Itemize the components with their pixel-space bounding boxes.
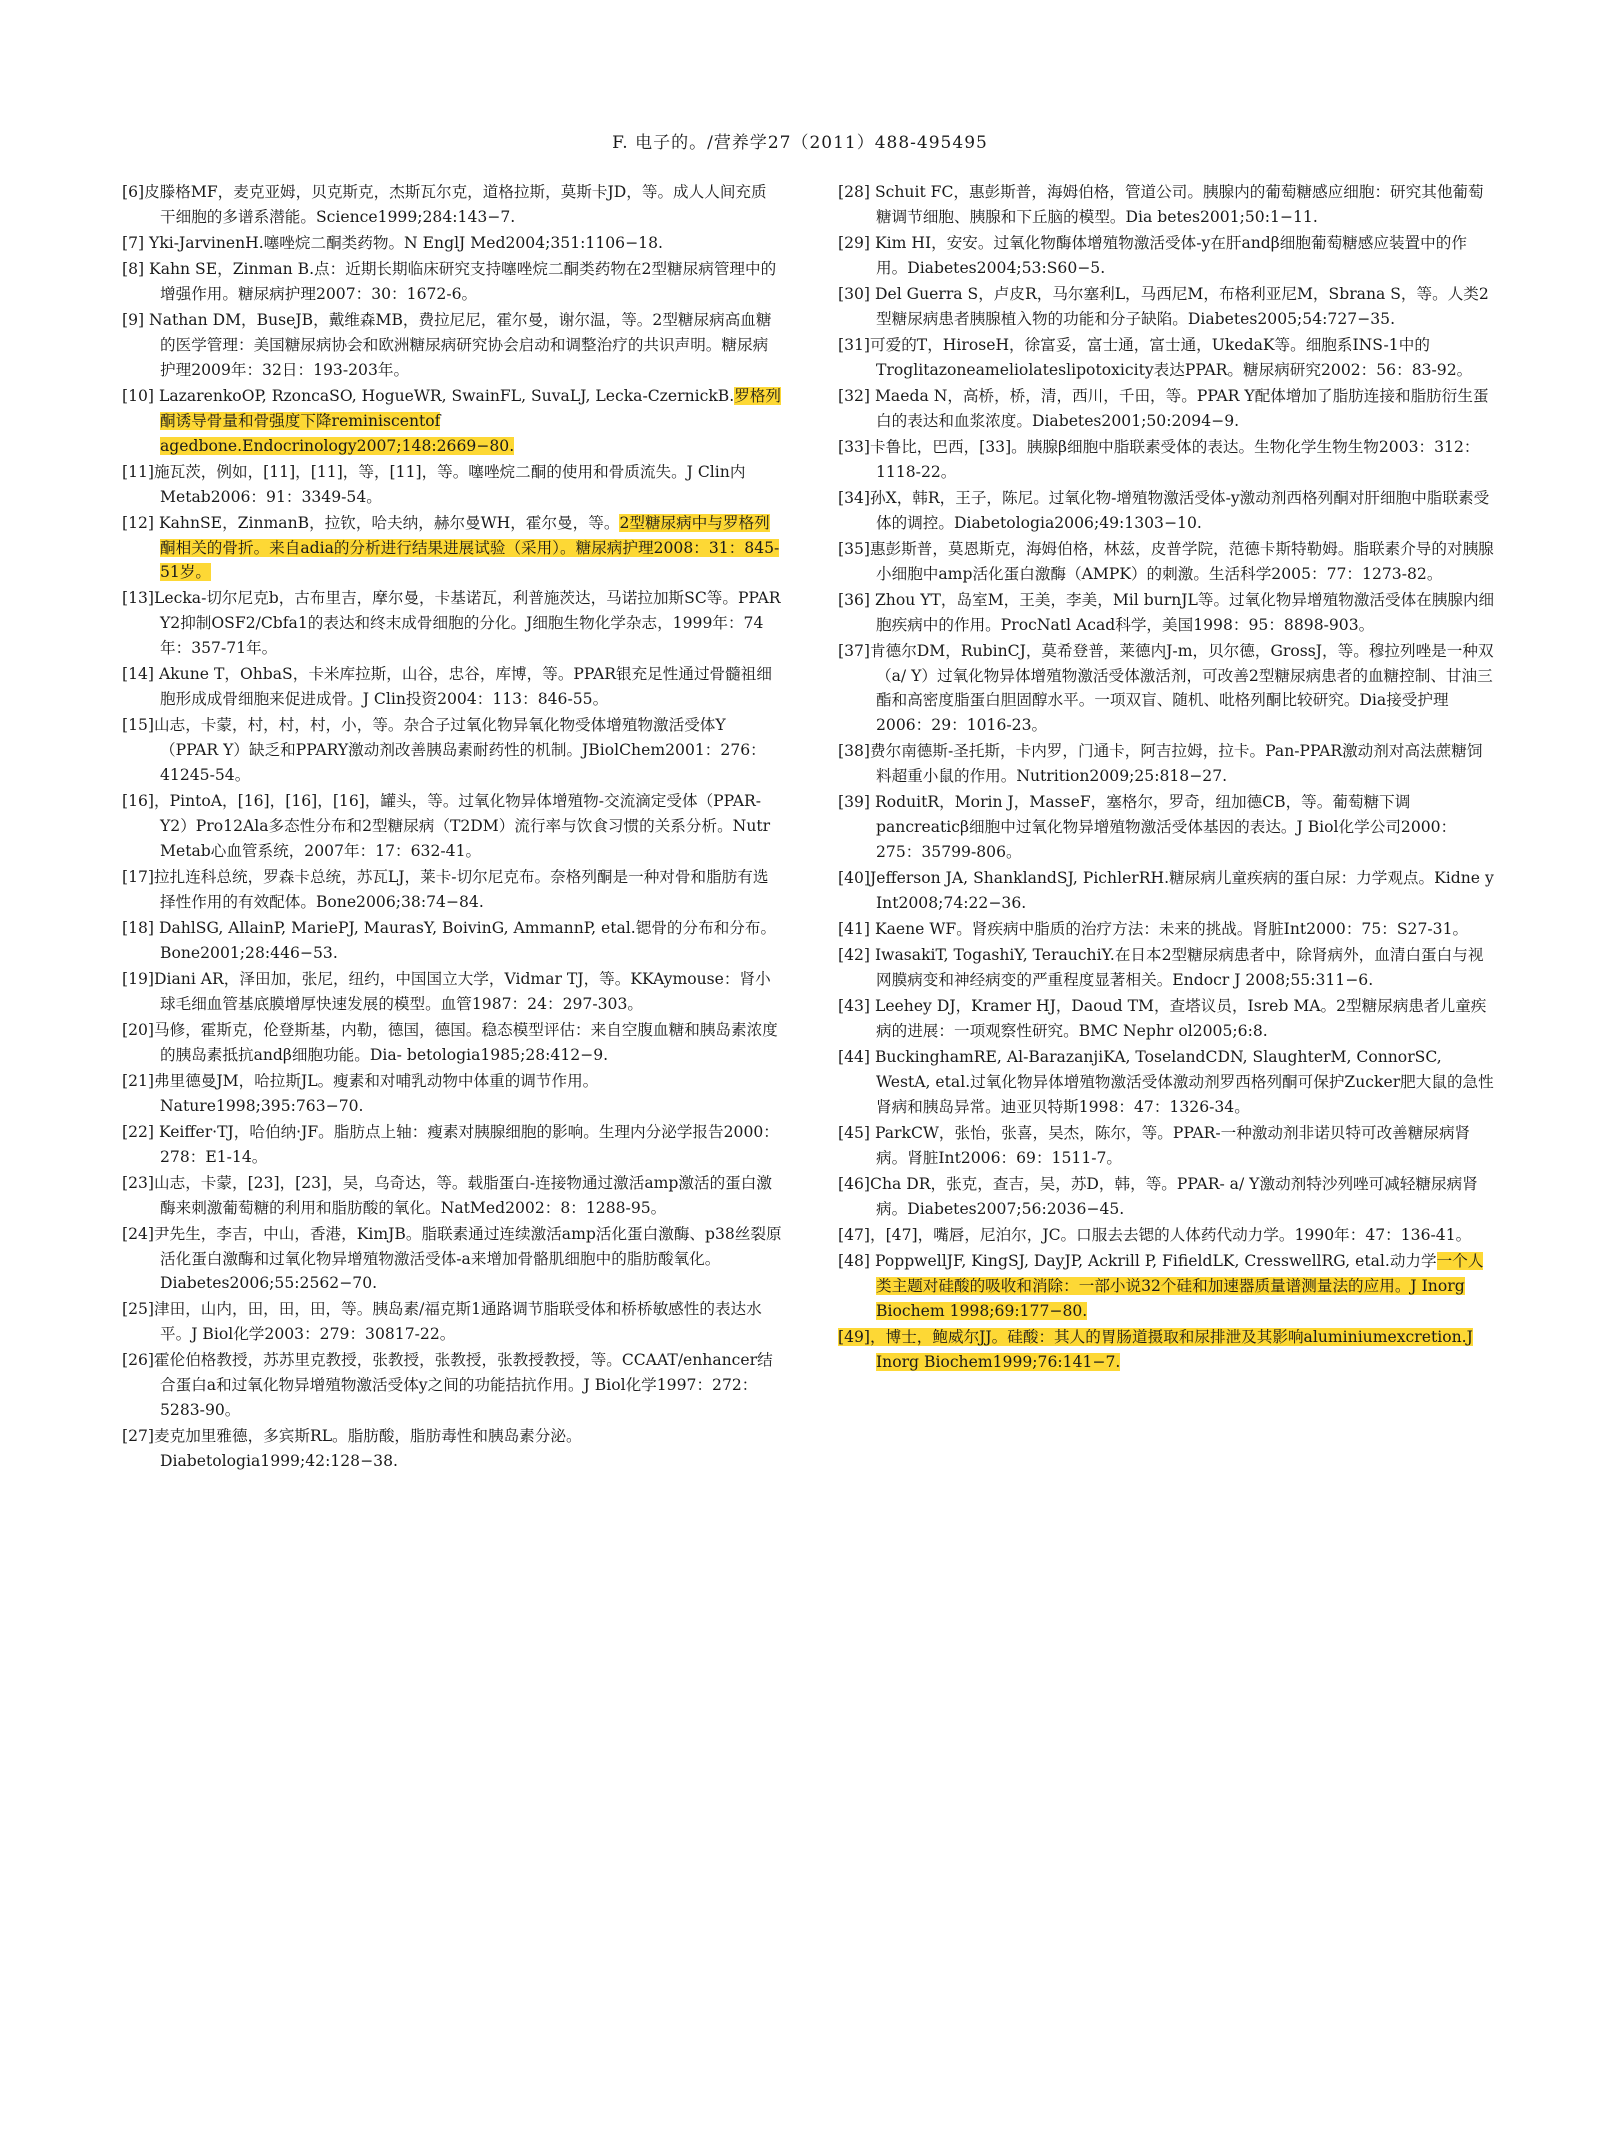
- reference-9: [9] Nathan DM，BuseJB，戴维森MB，费拉尼尼，霍尔曼，谢尔温，等。2型糖尿病高血糖的医学管理：美国糖尿病协会和欧洲糖尿病研究协会启动和调整治疗的共识声明。糖尿病护理2009年：32日：193-203年。: [122, 311, 772, 379]
- reference-29: [29] Kim HI，安安。过氧化物酶体增殖物激活受体-y在肝andβ细胞葡萄糖感应装置中的作用。Diabetes2004;53:S60−5.: [838, 233, 1467, 277]
- reference-39: [39] RoduitR，Morin J，MasseF，塞格尔，罗奇，纽加德CB，等。葡萄糖下调pancreaticβ细胞中过氧化物异增殖物激活受体基因的表达。J Biol化学公司2000：275：35799-806。: [838, 793, 1457, 862]
- reference-40: [40]Jefferson JA, ShanklandSJ, PichlerRH.糖尿病儿童疾病的蛋白尿：力学观点。Kidne y Int2008;74:22−36.: [838, 869, 1494, 912]
- reference-27: [27]麦克加里雅德，多宾斯RL。脂肪酸，脂肪毒性和胰岛素分泌。Diabetologia1999;42:128−38.: [122, 1427, 582, 1471]
- reference-18: [18] DahlSG, AllainP, MariePJ, MaurasY, BoivinG, AmmannP, etal.锶骨的分布和分布。Bone2001;28:446−53.: [122, 918, 777, 962]
- reference-37: [37]肯德尔DM，RubinCJ，莫希登普，莱德内J-m，贝尔德，GrossJ，等。穆拉列唑是一种双（a/ Y）过氧化物异体增殖物激活受体激活剂，可改善2型糖尿病患者的血糖控制、甘油三酯和高密度脂蛋白胆固醇水平。一项双盲、随机、吡格列酮比较研究。Dia接受护理2006：29：1016-23。: [838, 641, 1494, 735]
- reference-34: [34]孙X，韩R，王子，陈尼。过氧化物-增殖物激活受体-y激动剂西格列酮对肝细胞中脂联素受体的调控。Diabetologia2006;49:1303−10.: [838, 488, 1490, 532]
- reference-49: [838, 1325, 1498, 1375]
- reference-32: [32] Maeda N，高桥，桥，清，西川，千田，等。PPAR Y配体增加了脂肪连接和脂肪衍生蛋白的表达和血浆浓度。Diabetes2001;50:2094−9.: [838, 386, 1489, 430]
- reference-21: [21]弗里德曼JM，哈拉斯JL。瘦素和对哺乳动物中体重的调节作用。Nature1998;395:763−70.: [122, 1071, 599, 1115]
- reference-8: [8] Kahn SE，Zinman B.点：近期长期临床研究支持噻唑烷二酮类药物在2型糖尿病管理中的增强作用。糖尿病护理2007：30：1672-6。: [122, 260, 777, 303]
- reference-28: [28] Schuit FC，惠彭斯普，海姆伯格，管道公司。胰腺内的葡萄糖感应细胞：研究其他葡萄糖调节细胞、胰腺和下丘脑的模型。Dia betes2001;50:1−11.: [838, 183, 1484, 226]
- reference-16: [16]，PintoA，[16]，[16]，[16]，罐头，等。过氧化物异体增殖物-交流滴定受体（PPAR- Y2）Pro12Ala多态性分布和2型糖尿病（T2DM）流行率与饮食习惯的关系分析。Nutr Metab心血管系统，2007年：17：632-41。: [122, 792, 771, 860]
- reference-20: [20]马修，霍斯克，伦登斯基，内勒，德国，德国。稳态模型评估：来自空腹血糖和胰岛素浓度的胰岛素抵抗andβ细胞功能。Dia- betologia1985;28:412−9.: [122, 1020, 778, 1064]
- reference-26: [26]霍伦伯格教授，苏苏里克教授，张教授，张教授，张教授教授，等。CCAAT/enhancer结合蛋白a和过氧化物异增殖物激活受体y之间的功能拮抗作用。J Biol化学1997：272：5283-90。: [122, 1351, 773, 1420]
- reference-11: [11]施瓦茨，例如，[11]，[11]，等，[11]，等。噻唑烷二酮的使用和骨质流失。J Clin内Metab2006：91：3349-54。: [122, 462, 746, 506]
- reference-23: [23]山志，卡蒙，[23]，[23]，吴，乌奇达，等。载脂蛋白-连接物通过激活amp激活的蛋白激酶来刺激葡萄糖的利用和脂肪酸的氧化。NatMed2002：8：1288-95。: [122, 1173, 772, 1217]
- references-right-column: [838, 180, 1498, 1376]
- highlighted-text: [49]，博士，鲍威尔JJ。硅酸：其人的胃肠道摄取和尿排泄及其影响aluminiumexcretion.J Inorg Biochem1999;76:141−7.: [838, 1328, 1473, 1371]
- reference-25: [25]津田，山内，田，田，田，等。胰岛素/福克斯1通路调节脂联受体和桥桥敏感性的表达水平。J Biol化学2003：279：30817-22。: [122, 1300, 762, 1344]
- reference-24: [24]尹先生，李吉，中山，香港，KimJB。脂联素通过连续激活amp活化蛋白激酶、p38丝裂原活化蛋白激酶和过氧化物异增殖物激活受体-a来增加骨骼肌细胞中的脂肪酸氧化。Diabetes2006;55:2562−70.: [122, 1224, 782, 1293]
- reference-10: [10] LazarenkoOP, RzoncaSO, HogueWR, SwainFL, SuvaLJ, Lecka-CzernickB.罗格列酮诱导骨量和骨强度下降reminiscentof agedbone.Endocrinology2007;148:2669−80.: [122, 386, 782, 455]
- reference-48: [48] PoppwellJF, KingSJ, DayJP, Ackrill P, FifieldLK, CresswellRG, etal.动力学一个人类主题对硅酸的吸收和消除：一部小说32个硅和加速器质量谱测量法的应用。J Inorg Biochem 1998;69:177−80.: [838, 1252, 1484, 1320]
- reference-33: [33]卡鲁比，巴西，[33]。胰腺β细胞中脂联素受体的表达。生物化学生物生物2003：312：1118-22。: [838, 437, 1480, 481]
- running-header: F. 电子的。/营养学27（2011）488-495495: [612, 133, 988, 153]
- reference-13: [13]Lecka-切尔尼克b，古布里吉，摩尔曼，卡基诺瓦，利普施茨达，马诺拉加斯SC等。PPAR Y2抑制OSF2/Cbfa1的表达和终末成骨细胞的分化。J细胞生物化学杂志，1999年：74年：357-71年。: [122, 589, 781, 658]
- reference-35: [35]惠彭斯普，莫恩斯克，海姆伯格，林兹，皮普学院，范德卡斯特勒姆。脂联素介导的对胰腺小细胞中amp活化蛋白激酶（AMPK）的刺激。生活科学2005：77：1273-82。: [838, 539, 1494, 583]
- reference-46: [46]Cha DR，张克，查吉，吴，苏D，韩，等。PPAR- a/ Y激动剂特沙列唑可减轻糖尿病肾病。Diabetes2007;56:2036−45.: [838, 1175, 1478, 1218]
- reference-15: [15]山志，卡蒙，村，村，村，小，等。杂合子过氧化物异氧化物受体增殖物激活受体Y（PPAR Y）缺乏和PPARY激动剂改善胰岛素耐药性的机制。JBiolChem2001：276：41245-54。: [122, 716, 766, 784]
- reference-31: [31]可爱的T，HiroseH，徐富妥，富士通，富士通，UkedaK等。细胞系INS-1中的Troglitazoneameliolateslipotoxicity表达PPAR。糖尿病研究2002：56：83-92。: [838, 335, 1473, 379]
- reference-42: [42] IwasakiT, TogashiY, TerauchiY.在日本2型糖尿病患者中，除肾病外，血清白蛋白与视网膜病变和神经病变的严重程度显著相关。Endocr J 2008;55:311−6.: [838, 946, 1484, 990]
- highlighted-text: 2型糖尿病中与罗格列酮相关的骨折。来自adia的分析进行结果进展试验（采用）。糖尿病护理2008：31：845-51岁。: [160, 513, 780, 582]
- reference-12: [12] KahnSE，ZinmanB，拉钦，哈夫纳，赫尔曼WH，霍尔曼，等。2型糖尿病中与罗格列酮相关的骨折。来自adia的分析进行结果进展试验（采用）。糖尿病护理2008：31：845-51岁。: [122, 513, 780, 582]
- reference-30: [30] Del Guerra S，卢皮R，马尔塞利L，马西尼M，布格利亚尼M，Sbrana S，等。人类2型糖尿病患者胰腺植入物的功能和分子缺陷。Diabetes2005;54:727−35.: [838, 284, 1489, 328]
- reference-41: [41] Kaene WF。肾疾病中脂质的治疗方法：未来的挑战。肾脏Int2000：75：S27-31。: [838, 920, 1469, 939]
- reference-43: [43] Leehey DJ，Kramer HJ，Daoud TM，查塔议员，Isreb MA。2型糖尿病患者儿童疾病的进展：一项观察性研究。BMC Nephr ol2005;6:8.: [838, 997, 1487, 1041]
- reference-38: [38]费尔南德斯-圣托斯，卡内罗，门通卡，阿吉拉姆，拉卡。Pan-PPAR激动剂对高法蔗糖饲料超重小鼠的作用。Nutrition2009;25:818−27.: [838, 742, 1483, 786]
- reference-6: [6]皮滕格MF，麦克亚姆，贝克斯克，杰斯瓦尔克，道格拉斯，莫斯卡JD，等。成人人间充质干细胞的多谱系潜能。Science1999;284:143−7.: [122, 183, 767, 226]
- reference-22: [22] Keiffer·TJ，哈伯纳·JF。脂肪点上轴：瘦素对胰腺细胞的影响。生理内分泌学报告2000：278：E1-14。: [122, 1122, 779, 1166]
- reference-36: [36] Zhou YT，岛室M，王美，李美，Mil burnJL等。过氧化物异增殖物激活受体在胰腺内细胞疾病中的作用。ProcNatl Acad科学，美国1998：95：8898-903。: [838, 590, 1495, 634]
- reference-45: [45] ParkCW，张怡，张喜，吴杰，陈尔，等。PPAR-一种激动剂非诺贝特可改善糖尿病肾病。肾脏Int2006：69：1511-7。: [838, 1124, 1471, 1167]
- reference-17: [17]拉扎连科总统，罗森卡总统，苏瓦LJ，莱卡-切尔尼克布。奈格列酮是一种对骨和脂肪有选择性作用的有效配体。Bone2006;38:74−84.: [122, 867, 769, 911]
- references-left-column: [122, 180, 782, 1475]
- reference-47: [47]，[47]，嘴唇，尼泊尔，JC。口服去去锶的人体药代动力学。1990年：47：136-41。: [838, 1226, 1472, 1245]
- highlighted-text: 一个人类主题对硅酸的吸收和消除：一部小说32个硅和加速器质量谱测量法的应用。J Inorg Biochem 1998;69:177−80.: [876, 1252, 1484, 1320]
- reference-19: [19]Diani AR，泽田加，张尼，纽约，中国国立大学，Vidmar TJ，等。KKAymouse：肾小球毛细血管基底膜增厚快速发展的模型。血管1987：24：297-303。: [122, 969, 771, 1013]
- reference-7: [7] Yki-JarvinenH.噻唑烷二酮类药物。N EnglJ Med2004;351:1106−18.: [122, 233, 663, 252]
- highlighted-text: 罗格列酮诱导骨量和骨强度下降reminiscentof agedbone.Endocrinology2007;148:2669−80.: [160, 386, 782, 455]
- reference-44: [44] BuckinghamRE, Al-BarazanjiKA, ToselandCDN, SlaughterM, ConnorSC, WestA, etal.过氧化物异体增殖物激活受体激动剂罗西格列酮可保护Zucker肥大鼠的急性肾病和胰岛异常。迪亚贝特斯1998：47：1326-34。: [838, 1048, 1494, 1116]
- reference-14: [14] Akune T，OhbaS，卡米库拉斯，山谷，忠谷，库博，等。PPAR银充足性通过骨髓祖细胞形成成骨细胞来促进成骨。J Clin投资2004：113：846-55。: [122, 665, 772, 709]
